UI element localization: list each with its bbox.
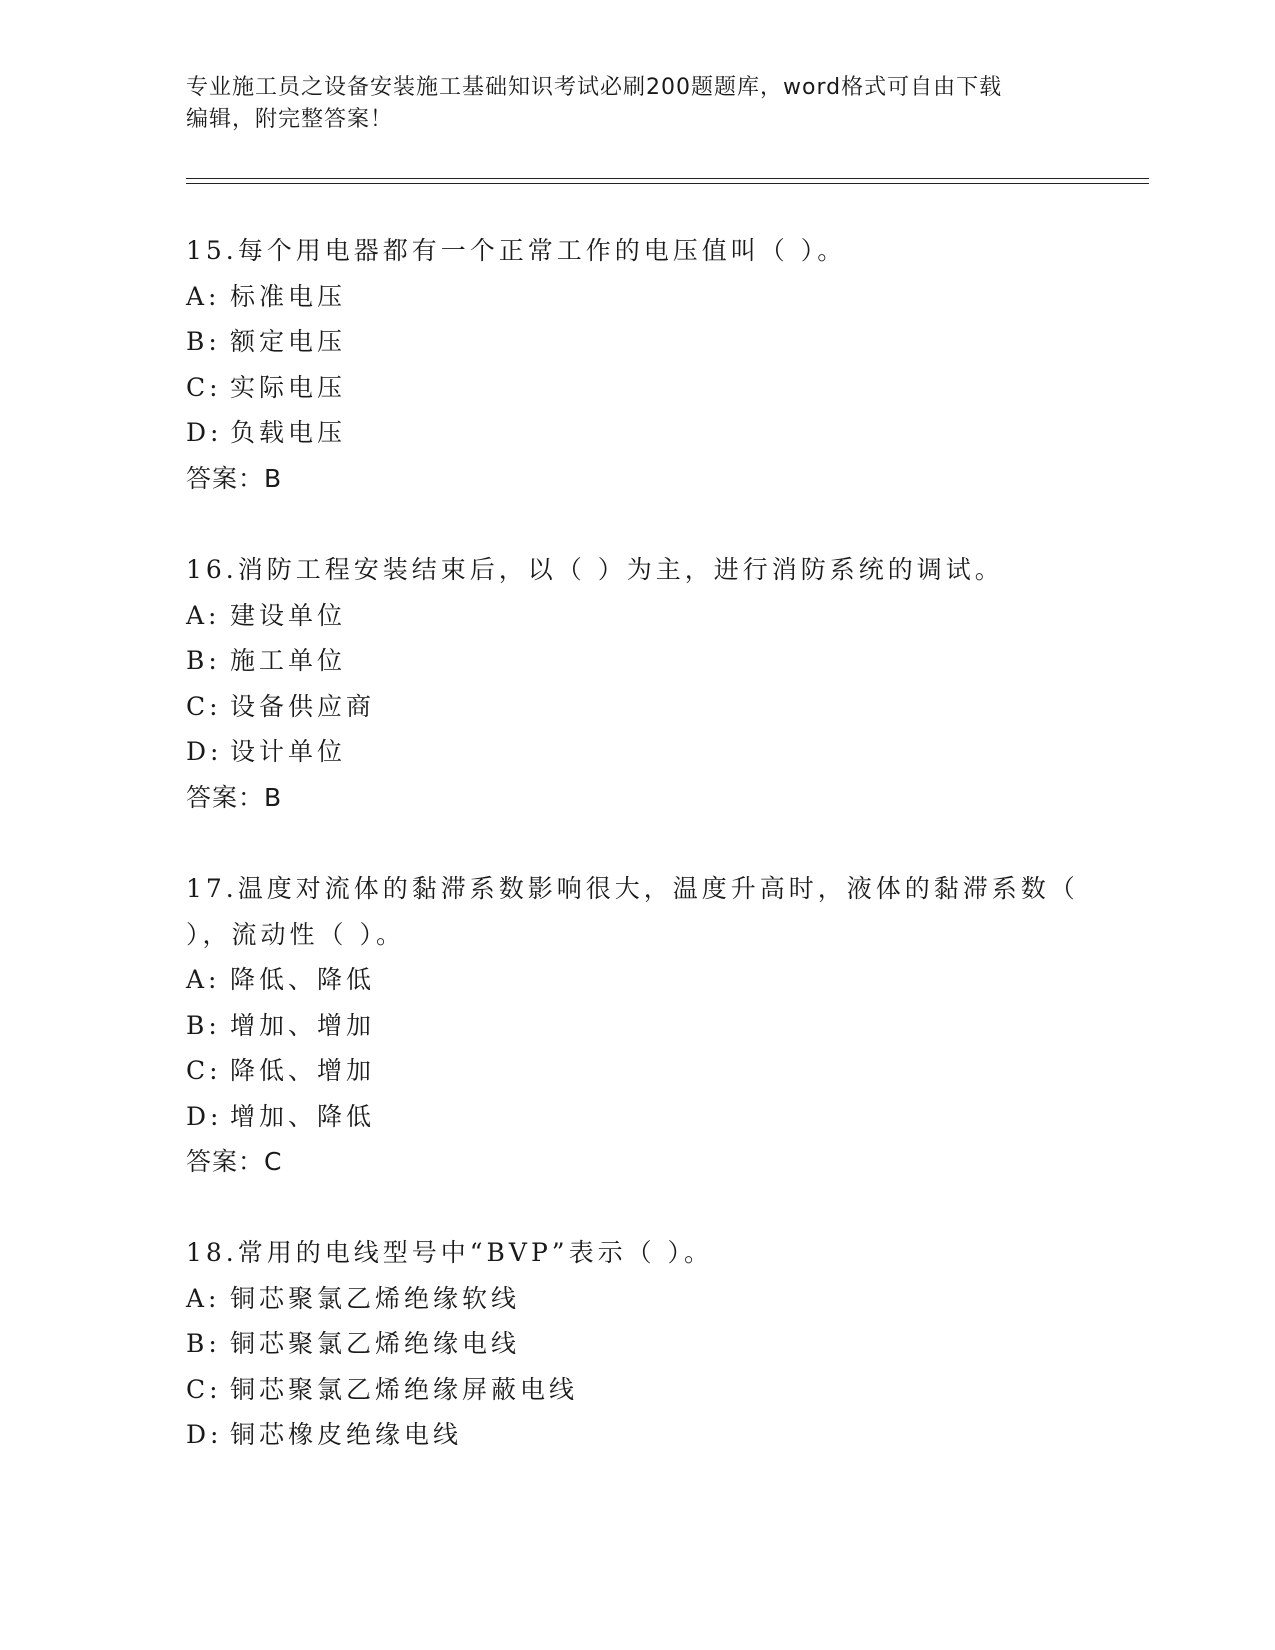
question-18 (186, 1230, 1086, 1458)
option-letter: D: (186, 1420, 223, 1449)
header-line-2: 编辑，附完整答案！ (186, 107, 394, 132)
option-d (186, 1094, 1086, 1140)
question-17 (186, 866, 1086, 1185)
question-16 (186, 547, 1086, 820)
option-a (186, 593, 1086, 639)
question-stem: 18.常用的电线型号中“BVP”表示（ ）。 (186, 1238, 714, 1267)
option-d (186, 1412, 1086, 1458)
option-b (186, 638, 1086, 684)
option-letter: B: (186, 1329, 221, 1358)
option-text: 设备供应商 (230, 691, 376, 721)
option-c (186, 1048, 1086, 1094)
question-stem: 16.消防工程安装结束后，以（ ）为主，进行消防系统的调试。 (186, 555, 1004, 584)
option-a (186, 1276, 1086, 1322)
option-text: 增加、增加 (230, 1010, 376, 1040)
header-divider-top (186, 178, 1149, 179)
option-letter: B: (186, 646, 221, 675)
option-text: 降低、增加 (230, 1056, 376, 1085)
option-letter: D: (186, 418, 223, 447)
option-b (186, 1003, 1086, 1049)
option-text: 增加、降低 (230, 1101, 376, 1131)
document-header (186, 72, 1086, 136)
question-stem-line-1: 17.温度对流体的黏滞系数影响很大，温度升高时，液体的黏滞系数（ (186, 874, 1079, 903)
option-letter: B: (186, 327, 221, 356)
option-c (186, 1367, 1086, 1413)
option-letter: C: (186, 1056, 222, 1085)
option-letter: C: (186, 691, 222, 721)
option-text: 实际电压 (230, 372, 347, 402)
option-d (186, 410, 1086, 456)
option-b (186, 1321, 1086, 1367)
option-letter: C: (186, 372, 222, 402)
option-text: 铜芯聚氯乙烯绝缘软线 (230, 1283, 521, 1313)
option-text: 设计单位 (230, 737, 347, 766)
option-text: 铜芯聚氯乙烯绝缘电线 (230, 1329, 521, 1358)
option-letter: C: (186, 1374, 222, 1404)
question-15 (186, 228, 1086, 501)
option-c (186, 365, 1086, 411)
answer-line: 答案：B (186, 463, 283, 493)
option-letter: A: (186, 600, 221, 630)
option-letter: A: (186, 1283, 221, 1313)
option-letter: D: (186, 737, 223, 766)
option-a (186, 957, 1086, 1003)
option-text: 降低、降低 (230, 965, 376, 994)
option-text: 建设单位 (230, 600, 347, 630)
option-c (186, 684, 1086, 730)
answer-line: 答案：B (186, 782, 283, 812)
header-line-1: 专业施工员之设备安装施工基础知识考试必刷200题题库，word格式可自由下载 (186, 75, 1003, 100)
option-text: 铜芯聚氯乙烯绝缘屏蔽电线 (230, 1374, 579, 1404)
option-letter: B: (186, 1010, 221, 1040)
option-letter: A: (186, 965, 221, 994)
option-letter: A: (186, 281, 221, 311)
option-letter: D: (186, 1101, 223, 1131)
option-text: 铜芯橡皮绝缘电线 (230, 1420, 463, 1449)
question-stem-line-2: ），流动性（ ）。 (186, 919, 405, 949)
question-stem: 15.每个用电器都有一个正常工作的电压值叫（ ）。 (186, 236, 847, 265)
option-b (186, 319, 1086, 365)
option-text: 标准电压 (230, 281, 347, 311)
header-divider-bottom (186, 183, 1149, 184)
option-text: 负载电压 (230, 418, 347, 447)
answer-line: 答案：C (186, 1147, 283, 1176)
option-d (186, 729, 1086, 775)
option-text: 额定电压 (230, 327, 347, 356)
option-text: 施工单位 (230, 646, 347, 675)
option-a (186, 274, 1086, 320)
